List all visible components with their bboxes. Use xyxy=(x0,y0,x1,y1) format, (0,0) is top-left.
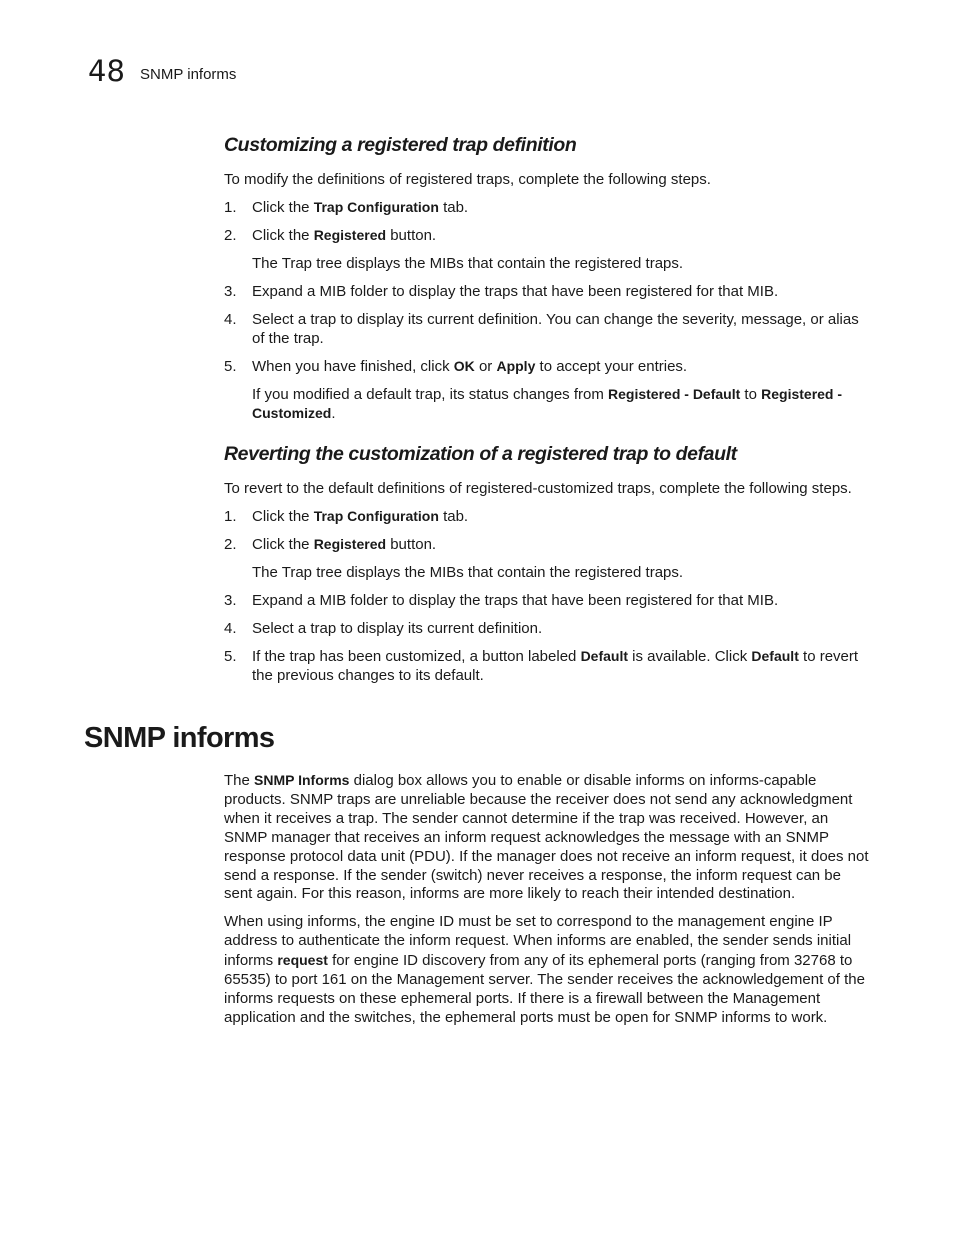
step-number: 4. xyxy=(224,620,237,637)
customizing-step-2 xyxy=(224,226,869,245)
note-text: to xyxy=(740,386,762,403)
reverting-step-2-note: The Trap tree displays the MIBs that contain the registered traps. xyxy=(252,564,684,581)
snmp-informs-para-1 xyxy=(224,771,869,904)
step-text: Expand a MIB folder to display the traps that have been registered for that MIB. xyxy=(252,592,779,609)
customizing-step-2-note: The Trap tree displays the MIBs that contain the registered traps. xyxy=(252,255,684,272)
ui-term-trap-configuration: Trap Configuration xyxy=(313,199,439,215)
step-number: 3. xyxy=(224,283,237,300)
customizing-steps-cont xyxy=(224,282,869,376)
step-text: tab. xyxy=(438,199,469,216)
step-text: button. xyxy=(386,227,437,244)
step-text: Click the xyxy=(252,508,314,525)
step-text: Click the xyxy=(252,227,314,244)
step-text: button. xyxy=(386,536,437,553)
step-text: When you have finished, click xyxy=(252,358,454,375)
ui-term-registered: Registered xyxy=(313,536,387,552)
customizing-steps xyxy=(224,198,869,245)
step-text: is available. Click xyxy=(628,648,752,665)
customizing-heading: Customizing a registered trap definition xyxy=(224,134,577,156)
ui-term-default: Default xyxy=(580,648,629,664)
customizing-intro: To modify the definitions of registered traps, complete the following steps. xyxy=(224,171,711,188)
snmp-informs-body xyxy=(224,771,869,1037)
ui-term-registered: Registered xyxy=(313,227,387,243)
para-text: for engine ID discovery from any of its ephemeral ports (ranging from 32768 to 65535) to port 161 on the Management server. The sender receives the acknowledgement of the informs requests on these ephemeral ports. If there is a firewall between the Management application and the switches, the ephemeral ports must be open for SNMP informs to work. xyxy=(224,952,865,1026)
para-text: dialog box allows you to enable or disable informs on informs-capable products. SNMP traps are unreliable because the receiver does not send any acknowledgment when it receives a trap. The sender cannot determine if the trap was received. However, an SNMP manager that receives an inform request acknowledges the message with an SNMP response protocol data unit (PDU). If the manager does not receive an inform request, it does not send a response. If the sender (switch) never receives a response, the inform request can be sent again. For this reason, informs are more likely to reach their intended destination. xyxy=(224,772,869,903)
chapter-number: 48 xyxy=(88,54,125,88)
step-number: 5. xyxy=(224,648,237,665)
ui-term-snmp-informs: SNMP Informs xyxy=(254,772,350,788)
procedures-section xyxy=(224,132,869,694)
running-title: SNMP informs xyxy=(140,66,237,83)
customizing-step-5-note xyxy=(252,385,869,423)
step-text: or xyxy=(474,358,497,375)
step-text: tab. xyxy=(438,508,469,525)
note-text: If you modified a default trap, its status changes from xyxy=(252,386,609,403)
reverting-intro: To revert to the default definitions of registered-customized traps, complete the following steps. xyxy=(224,480,852,497)
reverting-step-4 xyxy=(224,619,869,638)
step-text: Select a trap to display its current definition. You can change the severity, message, or alias of the trap. xyxy=(252,311,859,347)
step-text: Expand a MIB folder to display the traps that have been registered for that MIB. xyxy=(252,283,779,300)
customizing-step-4 xyxy=(224,310,869,348)
reverting-step-3 xyxy=(224,591,869,610)
step-number: 4. xyxy=(224,311,237,328)
ui-term-registered-customized: Registered - Customized xyxy=(252,386,843,421)
step-text: to accept your entries. xyxy=(535,358,688,375)
step-number: 1. xyxy=(224,508,237,525)
ui-term-ok: OK xyxy=(453,358,475,374)
para-text: The xyxy=(224,772,255,789)
step-text: Click the xyxy=(252,199,314,216)
reverting-step-5 xyxy=(224,647,869,685)
reverting-step-1 xyxy=(224,507,869,526)
customizing-step-5 xyxy=(224,357,869,376)
note-text: . xyxy=(331,405,336,422)
reverting-step-2 xyxy=(224,535,869,554)
ui-term-trap-configuration: Trap Configuration xyxy=(313,508,439,524)
ui-term-request: request xyxy=(277,952,328,969)
step-text: to revert the previous changes to its default. xyxy=(252,648,859,684)
reverting-heading: Reverting the customization of a registered trap to default xyxy=(224,443,737,465)
step-number: 2. xyxy=(224,536,237,553)
step-text: Select a trap to display its current definition. xyxy=(252,620,543,637)
step-text: Click the xyxy=(252,536,314,553)
reverting-steps-cont xyxy=(224,591,869,685)
para-text: When using informs, the engine ID must be set to correspond to the management engine IP address to authenticate the inform request. When informs are enabled, the sender sends initial informs xyxy=(224,913,852,970)
step-number: 2. xyxy=(224,227,237,244)
step-number: 1. xyxy=(224,199,237,216)
snmp-informs-para-2 xyxy=(224,913,869,1027)
step-number: 5. xyxy=(224,358,237,375)
ui-term-apply: Apply xyxy=(496,358,536,374)
step-number: 3. xyxy=(224,592,237,609)
step-text: If the trap has been customized, a button labeled xyxy=(252,648,581,665)
customizing-step-1 xyxy=(224,198,869,217)
ui-term-default: Default xyxy=(751,648,799,664)
section-title-snmp-informs: SNMP informs xyxy=(84,722,275,754)
reverting-steps xyxy=(224,507,869,554)
ui-term-registered-default: Registered - Default xyxy=(608,386,741,402)
customizing-step-3 xyxy=(224,282,869,301)
